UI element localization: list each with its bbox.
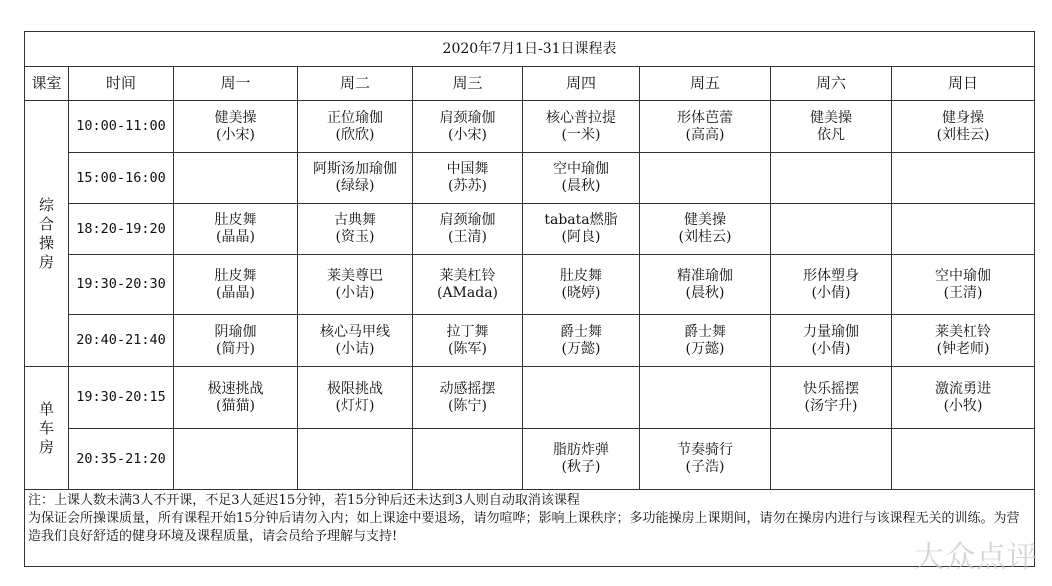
class-name: 动感摇摆 (439, 380, 496, 397)
class-instructor: (万懿) (685, 340, 725, 357)
class-name: 核心马甲线 (320, 323, 390, 340)
class-instructor: (子浩) (685, 459, 725, 475)
class-cell (413, 255, 523, 315)
header-day-sat: 周六 (771, 67, 892, 101)
class-name: 形体塑身 (803, 267, 859, 284)
schedule-row (25, 429, 1035, 490)
time-slot: 19:30-20:15 (69, 367, 174, 429)
class-cell (413, 315, 523, 367)
class-cell (771, 204, 892, 255)
class-name: 阴瑜伽 (214, 323, 257, 340)
class-name: 精准瑜伽 (677, 267, 733, 284)
class-name: 莱美尊巴 (327, 267, 383, 284)
class-instructor: (AMada) (436, 284, 499, 301)
class-cell (523, 315, 640, 367)
notes-row (25, 490, 1035, 567)
class-cell (640, 153, 771, 204)
class-cell (413, 101, 523, 153)
class-name: 中国舞 (446, 161, 489, 177)
class-name: 力量瑜伽 (803, 323, 859, 340)
schedule-row (25, 153, 1035, 204)
class-instructor: (秋子) (561, 459, 601, 475)
room-name: 单车房 (39, 399, 55, 456)
class-instructor: (晶晶) (216, 284, 255, 301)
header-time: 时间 (69, 67, 174, 101)
class-cell (174, 204, 298, 255)
class-instructor: (猫猫) (216, 397, 255, 414)
class-instructor: (绿绿) (335, 178, 375, 194)
class-cell (174, 153, 298, 204)
class-cell (523, 153, 640, 204)
class-name: 莱美杠铃 (439, 267, 496, 284)
schedule-row (25, 315, 1035, 367)
class-cell (174, 367, 298, 429)
schedule-row (25, 204, 1035, 255)
note-line: 注：上课人数未满3人不开课，不足3人延迟15分钟，若15分钟后还未达到3人则自动取消该课程 (28, 493, 580, 508)
class-name: 古典舞 (334, 212, 376, 228)
class-instructor: (钟老师) (936, 340, 990, 357)
class-cell (298, 255, 413, 315)
class-instructor: (高高) (685, 126, 725, 143)
class-instructor: (简丹) (216, 340, 255, 357)
class-instructor: (刘桂云) (936, 126, 990, 143)
class-instructor: 依凡 (817, 126, 845, 143)
class-name: 健美操 (810, 109, 852, 126)
class-instructor: (万懿) (561, 340, 601, 357)
class-name: tabata燃脂 (544, 212, 618, 228)
class-cell (640, 255, 771, 315)
class-cell (174, 429, 298, 490)
class-cell (298, 204, 413, 255)
class-cell (413, 204, 523, 255)
class-name: 肩颈瑜伽 (439, 109, 496, 126)
class-name: 肚皮舞 (560, 267, 602, 284)
schedule-table (24, 31, 1035, 567)
class-cell (298, 153, 413, 204)
class-cell (174, 315, 298, 367)
class-cell (892, 429, 1035, 490)
room-label (25, 367, 69, 490)
class-cell (892, 367, 1035, 429)
header-room: 课室 (25, 67, 69, 101)
class-cell (413, 367, 523, 429)
class-name: 健美操 (214, 109, 257, 126)
schedule-row (25, 367, 1035, 429)
class-cell (771, 429, 892, 490)
class-cell (413, 429, 523, 490)
class-instructor: (欣欣) (335, 126, 375, 143)
header-day-sun: 周日 (892, 67, 1035, 101)
class-cell (640, 101, 771, 153)
class-instructor: (晨秋) (561, 178, 601, 194)
class-instructor: (汤宇升) (804, 397, 858, 414)
header-day-mon: 周一 (174, 67, 298, 101)
class-cell (892, 255, 1035, 315)
class-name: 空中瑜伽 (935, 267, 992, 284)
class-instructor: (陈宁) (448, 397, 487, 414)
class-cell (640, 204, 771, 255)
time-slot: 20:35-21:20 (69, 429, 174, 490)
class-cell (523, 204, 640, 255)
class-name: 爵士舞 (684, 323, 726, 340)
class-cell (298, 429, 413, 490)
class-instructor: (王清) (943, 284, 983, 301)
notes (25, 490, 1035, 567)
class-instructor: (小宋) (448, 126, 487, 143)
time-slot: 18:20-19:20 (69, 204, 174, 255)
class-instructor: (小诘) (335, 340, 375, 357)
schedule-row (25, 255, 1035, 315)
class-cell (298, 101, 413, 153)
class-name: 莱美杠铃 (935, 323, 992, 340)
class-instructor: (小宋) (216, 126, 255, 143)
class-instructor: (刘桂云) (678, 229, 732, 245)
class-instructor: (王清) (448, 229, 487, 245)
class-cell (523, 367, 640, 429)
class-instructor: (小牧) (943, 397, 983, 414)
room-label (25, 101, 69, 367)
class-cell (640, 315, 771, 367)
class-cell (174, 101, 298, 153)
time-slot: 20:40-21:40 (69, 315, 174, 367)
class-name: 健美操 (684, 212, 726, 228)
note-line: 为保证会所操课质量，所有课程开始15分钟后请勿入内；如上课途中要退场，请勿喧哗；影响上课秩序；多功能操房上课期间，请勿在操房内进行与该课程无关的训练。为营造我们良好舒适的健身环境及课程质量，请会员给予理解与支持! (28, 511, 1020, 544)
class-name: 肩颈瑜伽 (439, 212, 496, 228)
header-day-tue: 周二 (298, 67, 413, 101)
class-instructor: (陈军) (448, 340, 487, 357)
class-cell (174, 255, 298, 315)
header-day-fri: 周五 (640, 67, 771, 101)
class-cell (523, 101, 640, 153)
watermark: 大众点评 (914, 540, 1038, 575)
schedule-title: 2020年7月1日-31日课程表 (25, 32, 1035, 67)
class-cell (771, 315, 892, 367)
header-day-thu: 周四 (523, 67, 640, 101)
class-instructor: (晶晶) (216, 229, 255, 245)
class-cell (640, 429, 771, 490)
class-name: 极速挑战 (207, 380, 264, 397)
class-cell (771, 367, 892, 429)
class-name: 形体芭蕾 (677, 109, 733, 126)
time-slot: 19:30-20:30 (69, 255, 174, 315)
header-day-wed: 周三 (413, 67, 523, 101)
class-name: 阿斯汤加瑜伽 (313, 161, 397, 177)
time-slot: 10:00-11:00 (69, 101, 174, 153)
class-name: 激流勇进 (935, 380, 992, 397)
class-name: 节奏骑行 (677, 442, 733, 458)
class-instructor: (小诘) (335, 284, 375, 301)
class-name: 肚皮舞 (214, 212, 257, 228)
class-name: 健身操 (942, 109, 985, 126)
class-name: 空中瑜伽 (553, 161, 609, 177)
class-cell (771, 153, 892, 204)
class-cell (771, 255, 892, 315)
class-cell (892, 101, 1035, 153)
class-instructor: (资玉) (335, 229, 375, 245)
class-cell (640, 367, 771, 429)
class-cell (892, 153, 1035, 204)
header-row (25, 67, 1035, 101)
class-cell (298, 315, 413, 367)
class-name: 核心普拉提 (546, 109, 616, 126)
class-name: 肚皮舞 (214, 267, 257, 284)
class-instructor: (灯灯) (335, 397, 375, 414)
class-cell (298, 367, 413, 429)
class-instructor: (阿良) (561, 229, 601, 245)
class-name: 极限挑战 (327, 380, 383, 397)
class-name: 快乐摇摆 (803, 380, 859, 397)
class-instructor: (一米) (561, 126, 601, 143)
class-instructor: (晓婷) (561, 284, 601, 301)
class-name: 脂肪炸弹 (553, 442, 609, 458)
time-slot: 15:00-16:00 (69, 153, 174, 204)
class-cell (523, 255, 640, 315)
room-name: 综合操房 (39, 195, 55, 271)
class-cell (892, 204, 1035, 255)
class-cell (892, 315, 1035, 367)
class-cell (413, 153, 523, 204)
class-cell (771, 101, 892, 153)
class-instructor: (小倩) (811, 340, 851, 357)
schedule-row (25, 101, 1035, 153)
class-cell (523, 429, 640, 490)
class-instructor: (小倩) (811, 284, 851, 301)
class-instructor: (晨秋) (685, 284, 725, 301)
class-name: 正位瑜伽 (327, 109, 383, 126)
class-name: 拉丁舞 (446, 323, 489, 340)
class-instructor: (苏苏) (448, 178, 487, 194)
class-name: 爵士舞 (560, 323, 602, 340)
